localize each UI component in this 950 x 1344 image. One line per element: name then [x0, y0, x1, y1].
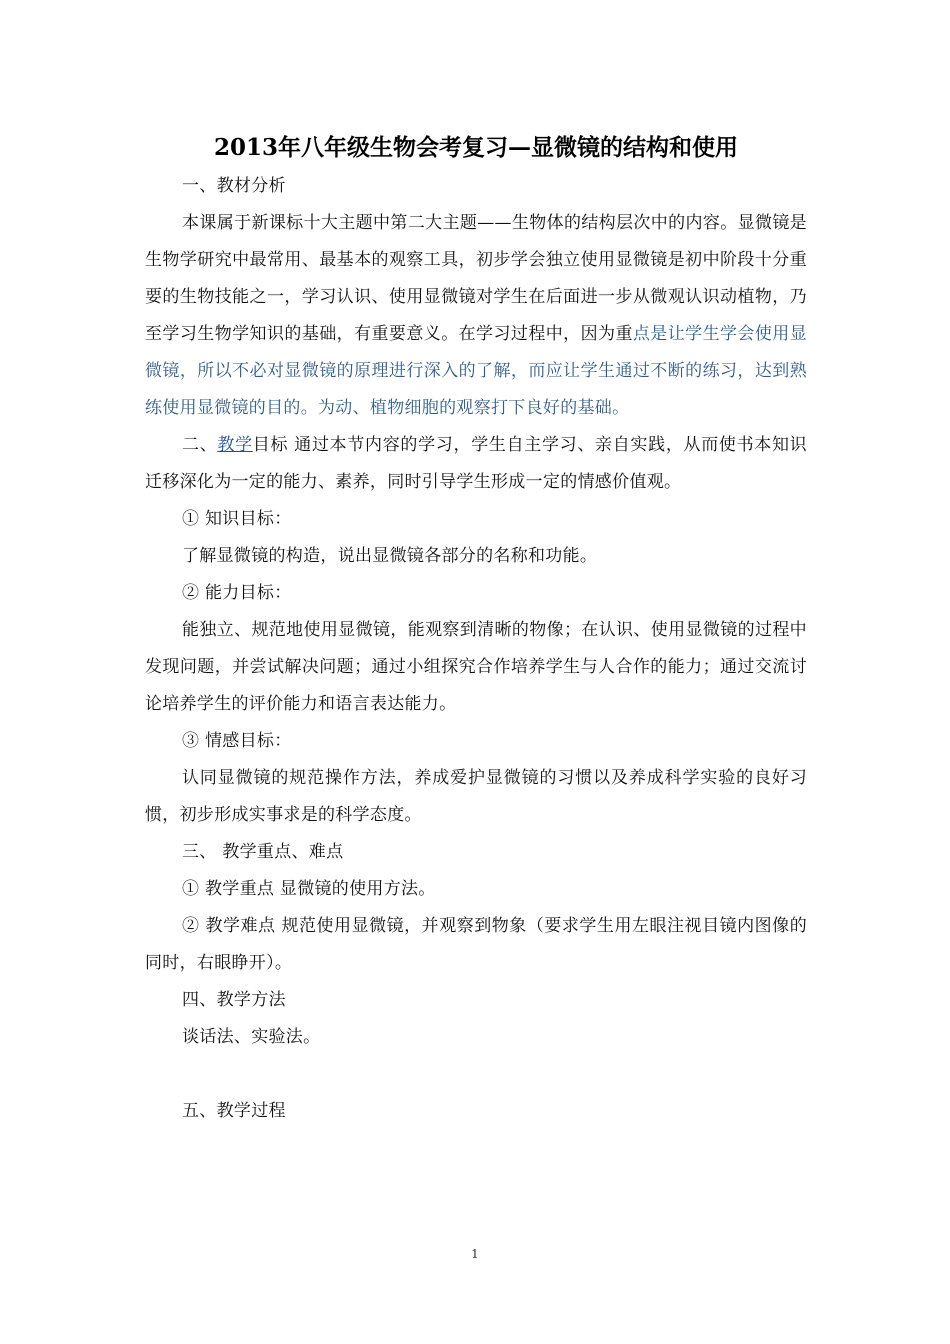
goals-prefix: 二、: [182, 435, 218, 455]
section-heading-analysis: 一、教材分析: [182, 176, 286, 196]
methods-text: 谈话法、实验法。: [182, 1027, 321, 1047]
teaching-link[interactable]: 教学: [217, 435, 253, 455]
section-heading-process: 五、教学过程: [182, 1101, 286, 1121]
knowledge-goal-text: 了解显微镜的构造，说出显微镜各部分的名称和功能。: [182, 546, 598, 566]
section-heading-methods: 四、教学方法: [182, 990, 286, 1010]
knowledge-goal-heading: ① 知识目标：: [182, 509, 292, 529]
ability-goal-text: 能独立、规范地使用显微镜，能观察到清晰的物像；在认识、使用显微镜的过程中发现问题，并尝试解决问题；通过小组探究合作培养学生与人合作的能力；通过交流讨论培养学生的评价能力和语言表达能力。: [145, 620, 807, 714]
emotion-goal-text: 认同显微镜的规范操作方法，养成爱护显微镜的习惯以及养成科学实验的良好习惯，初步形成实事求是的科学态度。: [145, 768, 807, 825]
document-title: 2013年八年级生物会考复习—显微镜的结构和使用: [213, 134, 738, 161]
emotion-goal-heading: ③ 情感目标：: [182, 731, 292, 751]
page-number: 1: [471, 1247, 479, 1261]
analysis-text-highlight: 点是让学生学会使用显微镜，所以不必对显微镜的原理进行深入的了解，而应让学生通过不断的练习，达到熟练使用显微镜的目的。为动、植物细胞的观察打下良好的基础。: [145, 324, 807, 418]
blank-line: [145, 1056, 807, 1093]
analysis-paragraph: [145, 205, 807, 427]
keypoint-focus: ① 教学重点 显微镜的使用方法。: [182, 879, 436, 899]
goals-text: 目标 通过本节内容的学习，学生自主学习、亲自实践，从而使书本知识迁移深化为一定的能力、素养，同时引导学生形成一定的情感价值观。: [145, 435, 807, 492]
keypoint-difficulty: ② 教学难点 规范使用显微镜，并观察到物象（要求学生用左眼注视目镜内图像的同时，右眼睁开）。: [145, 916, 807, 973]
goals-paragraph: [145, 427, 807, 501]
document-body: [145, 128, 807, 1130]
analysis-text: 本课属于新课标十大主题中第二大主题——生物体的结构层次中的内容。显微镜是生物学研究中最常用、最基本的观察工具，初步学会独立使用显微镜是初中阶段十分重要的生物技能之一，学习认识、使用显微镜对学生在后面进一步从微观认识动植物，乃至学习生物学知识的基础，有重要意义。在学习过程中，因为重: [145, 213, 807, 344]
ability-goal-heading: ② 能力目标：: [182, 583, 292, 603]
section-heading-keypoints: 三、 教学重点、难点: [182, 842, 344, 862]
